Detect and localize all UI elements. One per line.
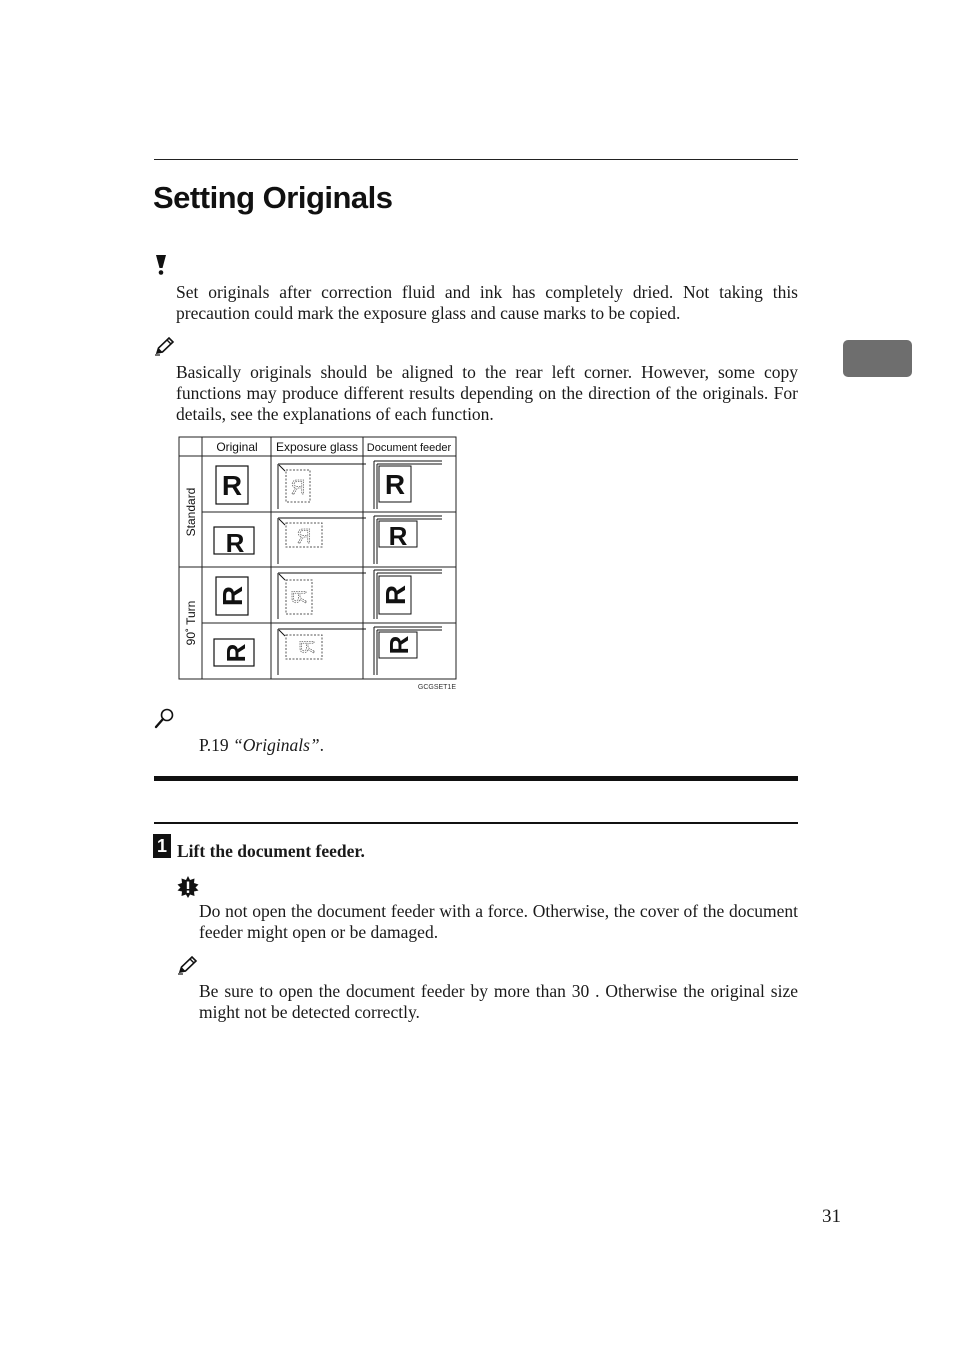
originals-orientation-diagram xyxy=(178,436,460,692)
mirror-glyph: R xyxy=(290,477,306,499)
col-header-exposure-glass: Exposure glass xyxy=(275,440,359,454)
reference-prefix: P.19 xyxy=(199,735,234,755)
diagram-row-1 xyxy=(216,461,442,509)
important-icon xyxy=(154,254,168,276)
pencil-note-icon xyxy=(177,955,199,975)
feeder-glyph: R xyxy=(384,469,406,500)
diagram-code: GCGSET1E xyxy=(417,684,456,691)
diagram-row-3 xyxy=(216,570,442,619)
caution-icon xyxy=(177,876,199,898)
section-rule-thick xyxy=(154,776,798,781)
original-glyph: R xyxy=(221,470,243,501)
feeder-glyph: R xyxy=(384,635,414,655)
chapter-tab xyxy=(843,340,912,377)
feeder-glyph: R xyxy=(380,584,411,606)
pencil-note-icon xyxy=(154,336,176,356)
row-label-standard: Standard xyxy=(184,487,198,537)
step-title: Lift the document feeder. xyxy=(177,841,365,861)
diagram-row-4 xyxy=(214,627,442,675)
mirror-glyph: R xyxy=(296,526,312,548)
step-important-text: Do not open the document feeder with a force. Otherwise, the cover of the document feeder might open or be damaged. xyxy=(199,901,798,942)
mirror-glyph: R xyxy=(289,589,311,605)
feeder-glyph: R xyxy=(388,521,408,551)
reference-link[interactable]: “Originals” xyxy=(233,735,320,755)
reference-suffix: . xyxy=(319,735,324,755)
magnifier-reference-icon xyxy=(154,707,176,729)
page-number: 31 xyxy=(822,1206,841,1227)
col-header-original: Original xyxy=(216,440,258,454)
row-label-90-turn: 90˚ Turn xyxy=(184,600,198,646)
alignment-note-text: Basically originals should be aligned to the rear left corner. However, some copy functions may produce different results depending on the direction of the originals. For details, see the explanations of each function. xyxy=(176,362,798,424)
top-rule xyxy=(154,159,798,160)
mirror-glyph: R xyxy=(297,639,319,655)
reference-line xyxy=(199,735,324,756)
important-note-text: Set originals after correction fluid and ink has completely dried. Not taking this precaution could mark the exposure glass and cause marks to be copied. xyxy=(176,282,798,323)
col-header-document-feeder: Document feeder xyxy=(366,442,452,454)
original-glyph: R xyxy=(217,585,248,607)
original-glyph: R xyxy=(221,643,251,663)
diagram-row-2 xyxy=(214,516,442,564)
step-note-text: Be sure to open the document feeder by more than 30 . Otherwise the original size might not be detected correctly. xyxy=(199,981,798,1022)
page-title: Setting Originals xyxy=(153,180,393,215)
section-rule-thin xyxy=(154,822,798,824)
original-glyph: R xyxy=(225,528,245,558)
step-number: 1 xyxy=(153,834,171,858)
